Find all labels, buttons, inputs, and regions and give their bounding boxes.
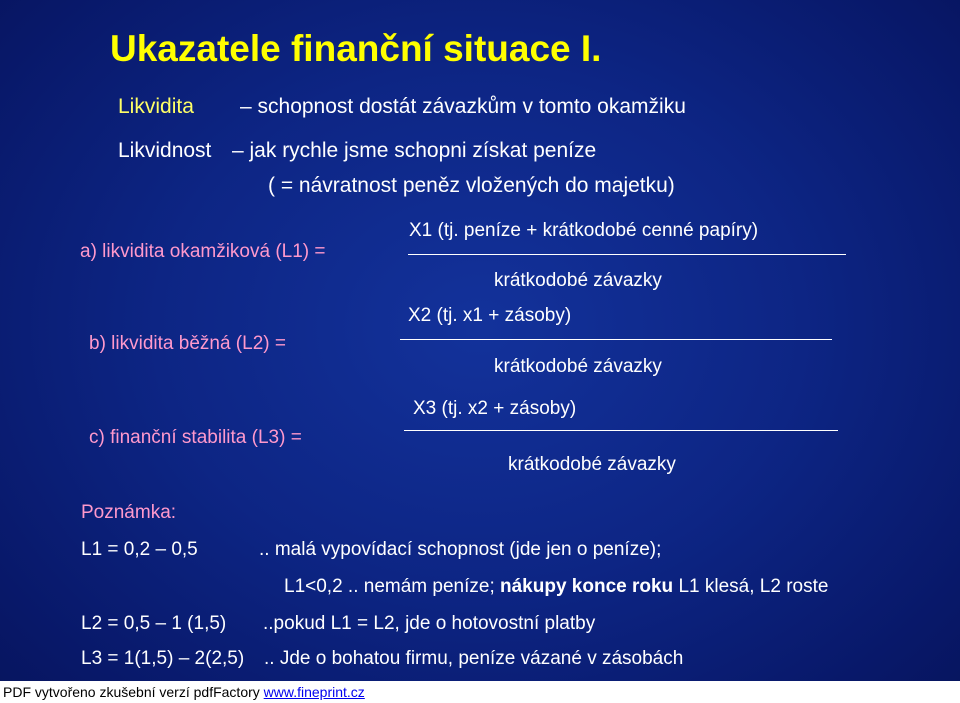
likvidita-description: – schopnost dostát závazkům v tomto okamžiku [240, 95, 686, 118]
notes-heading: Poznámka: [81, 502, 177, 523]
note-l2-range: L2 = 0,5 – 1 (1,5) [81, 613, 227, 634]
likvidnost-note: ( = návratnost peněz vložených do majetku) [268, 174, 675, 197]
ratio-a-fraction-bar [408, 254, 846, 255]
ratio-c-label: c) finanční stabilita (L3) = [89, 427, 302, 448]
ratio-b-fraction-bar [400, 339, 832, 340]
note-l1-sub-a: L1<0,2 .. nemám peníze; [284, 576, 495, 597]
slide-title: Ukazatele finanční situace I. [110, 28, 602, 69]
ratio-c-fraction-bar [404, 430, 838, 431]
note-l2-text: ..pokud L1 = L2, jde o hotovostní platby [263, 613, 596, 634]
ratio-b-label: b) likvidita běžná (L2) = [89, 333, 286, 354]
ratio-c-numerator: X3 (tj. x2 + zásoby) [413, 398, 577, 419]
note-l1-sub-b: L1 klesá, L2 roste [678, 576, 829, 597]
ratio-a-numerator: X1 (tj. peníze + krátkodobé cenné papíry) [409, 220, 759, 241]
ratio-b-denominator: krátkodobé závazky [494, 356, 662, 377]
note-l3-text: .. Jde o bohatou firmu, peníze vázané v zásobách [264, 648, 684, 669]
ratio-a-denominator: krátkodobé závazky [494, 270, 662, 291]
likvidnost-description: – jak rychle jsme schopni získat peníze [232, 139, 597, 162]
note-l1-range: L1 = 0,2 – 0,5 [81, 539, 198, 560]
note-l1-sub-bold: nákupy konce roku [500, 576, 674, 597]
ratio-b-numerator: X2 (tj. x1 + zásoby) [408, 305, 572, 326]
note-l1-text: .. malá vypovídací schopnost (jde jen o peníze); [259, 539, 662, 560]
likvidita-term: Likvidita [118, 95, 194, 118]
ratio-a-label: a) likvidita okamžiková (L1) = [80, 241, 326, 262]
note-l3-range: L3 = 1(1,5) – 2(2,5) [81, 648, 245, 669]
likvidnost-term: Likvidnost [118, 139, 212, 162]
pdf-footer [0, 681, 960, 703]
ratio-c-denominator: krátkodobé závazky [508, 454, 676, 475]
note-l1-subline [284, 576, 828, 598]
footer-text: PDF vytvořeno zkušební verzí pdfFactory [3, 684, 260, 700]
footer-link[interactable]: www.fineprint.cz [263, 684, 365, 700]
